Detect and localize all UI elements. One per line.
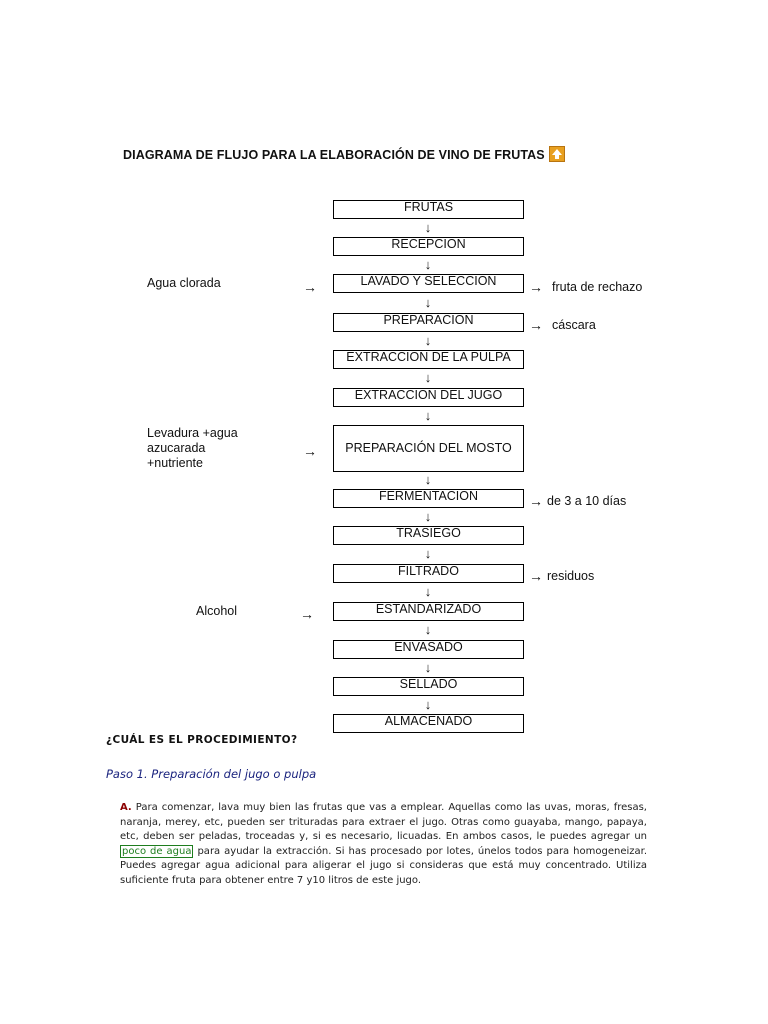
input-alcohol: Alcohol <box>196 604 237 618</box>
step1-title: Paso 1. Preparación del jugo o pulpa <box>106 767 317 781</box>
down-arrow-icon: ↓ <box>424 295 432 310</box>
flow-step-frutas: FRUTAS <box>333 200 524 219</box>
flow-step-trasiego: TRASIEGO <box>333 526 524 545</box>
paragraph-letter: A. <box>120 802 132 813</box>
output-cascara: cáscara <box>552 318 596 332</box>
input-levadura-line2: azucarada <box>147 441 206 455</box>
down-arrow-icon: ↓ <box>424 370 432 385</box>
right-arrow-icon: → <box>529 493 543 509</box>
input-agua-clorada: Agua clorada <box>147 276 221 290</box>
down-arrow-icon: ↓ <box>424 509 432 524</box>
up-arrow-icon[interactable] <box>549 146 565 162</box>
output-residuos: residuos <box>547 569 595 583</box>
flow-step-sellado: SELLADO <box>333 677 524 696</box>
flow-step-preparacion: PREPARACION <box>333 313 524 332</box>
down-arrow-icon: ↓ <box>424 546 432 561</box>
paragraph-text-before: Para comenzar, lava muy bien las frutas que vas a emplear. Aquellas como las uvas, moras, fresas, naranja, merey, etc, pueden ser trituradas para extraer el jugo. Otras como guayaba, mango, papaya, etc, deben ser peladas, troceadas y, si es necesario, licuadas. En ambos casos, le puedes agregar un <box>120 802 647 843</box>
right-arrow-icon: → <box>303 443 317 459</box>
down-arrow-icon: ↓ <box>424 622 432 637</box>
flow-step-recepcion: RECEPCION <box>333 237 524 256</box>
down-arrow-icon: ↓ <box>424 660 432 675</box>
procedure-heading: ¿CUÁL ES EL PROCEDIMIENTO? <box>106 734 298 746</box>
paragraph-text-after: para ayudar la extracción. Si has procesado por lotes, únelos todos para homogeneizar. Puedes agregar agua adicional para aligerar el jugo si consideras que está muy concentrado. Utiliza suficiente fruta para obtener entre 7 y10 litros de este jugo. <box>120 845 647 886</box>
flow-step-estandarizado: ESTANDARIZADO <box>333 602 524 621</box>
input-levadura-line1: Levadura +agua <box>147 426 238 440</box>
right-arrow-icon: → <box>529 317 543 333</box>
down-arrow-icon: ↓ <box>424 220 432 235</box>
down-arrow-icon: ↓ <box>424 584 432 599</box>
output-fruta-rechazo: fruta de rechazo <box>552 280 643 294</box>
down-arrow-icon: ↓ <box>424 333 432 348</box>
flow-step-almacenado: ALMACENADO <box>333 714 524 733</box>
down-arrow-icon: ↓ <box>424 257 432 272</box>
flow-step-extraccion-pulpa: EXTRACCION DE LA PULPA <box>333 350 524 369</box>
right-arrow-icon: → <box>303 279 317 295</box>
flow-step-lavado: LAVADO Y SELECCION <box>333 274 524 293</box>
flow-step-extraccion-jugo: EXTRACCION DEL JUGO <box>333 388 524 407</box>
down-arrow-icon: ↓ <box>424 472 432 487</box>
flow-step-envasado: ENVASADO <box>333 640 524 659</box>
flow-step-filtrado: FILTRADO <box>333 564 524 583</box>
right-arrow-icon: → <box>529 568 543 584</box>
flow-step-fermentacion: FERMENTACION <box>333 489 524 508</box>
right-arrow-icon: → <box>529 279 543 295</box>
poco-de-agua-link[interactable]: poco de agua <box>122 845 192 857</box>
input-levadura-line3: +nutriente <box>147 456 203 470</box>
down-arrow-icon: ↓ <box>424 697 432 712</box>
output-dias: de 3 a 10 días <box>547 494 627 508</box>
page-title: DIAGRAMA DE FLUJO PARA LA ELABORACIÓN DE VINO DE FRUTAS <box>123 148 545 162</box>
right-arrow-icon: → <box>300 606 314 622</box>
down-arrow-icon: ↓ <box>424 408 432 423</box>
procedure-paragraph <box>120 801 647 889</box>
flow-step-mosto: PREPARACIÓN DEL MOSTO <box>333 425 524 472</box>
